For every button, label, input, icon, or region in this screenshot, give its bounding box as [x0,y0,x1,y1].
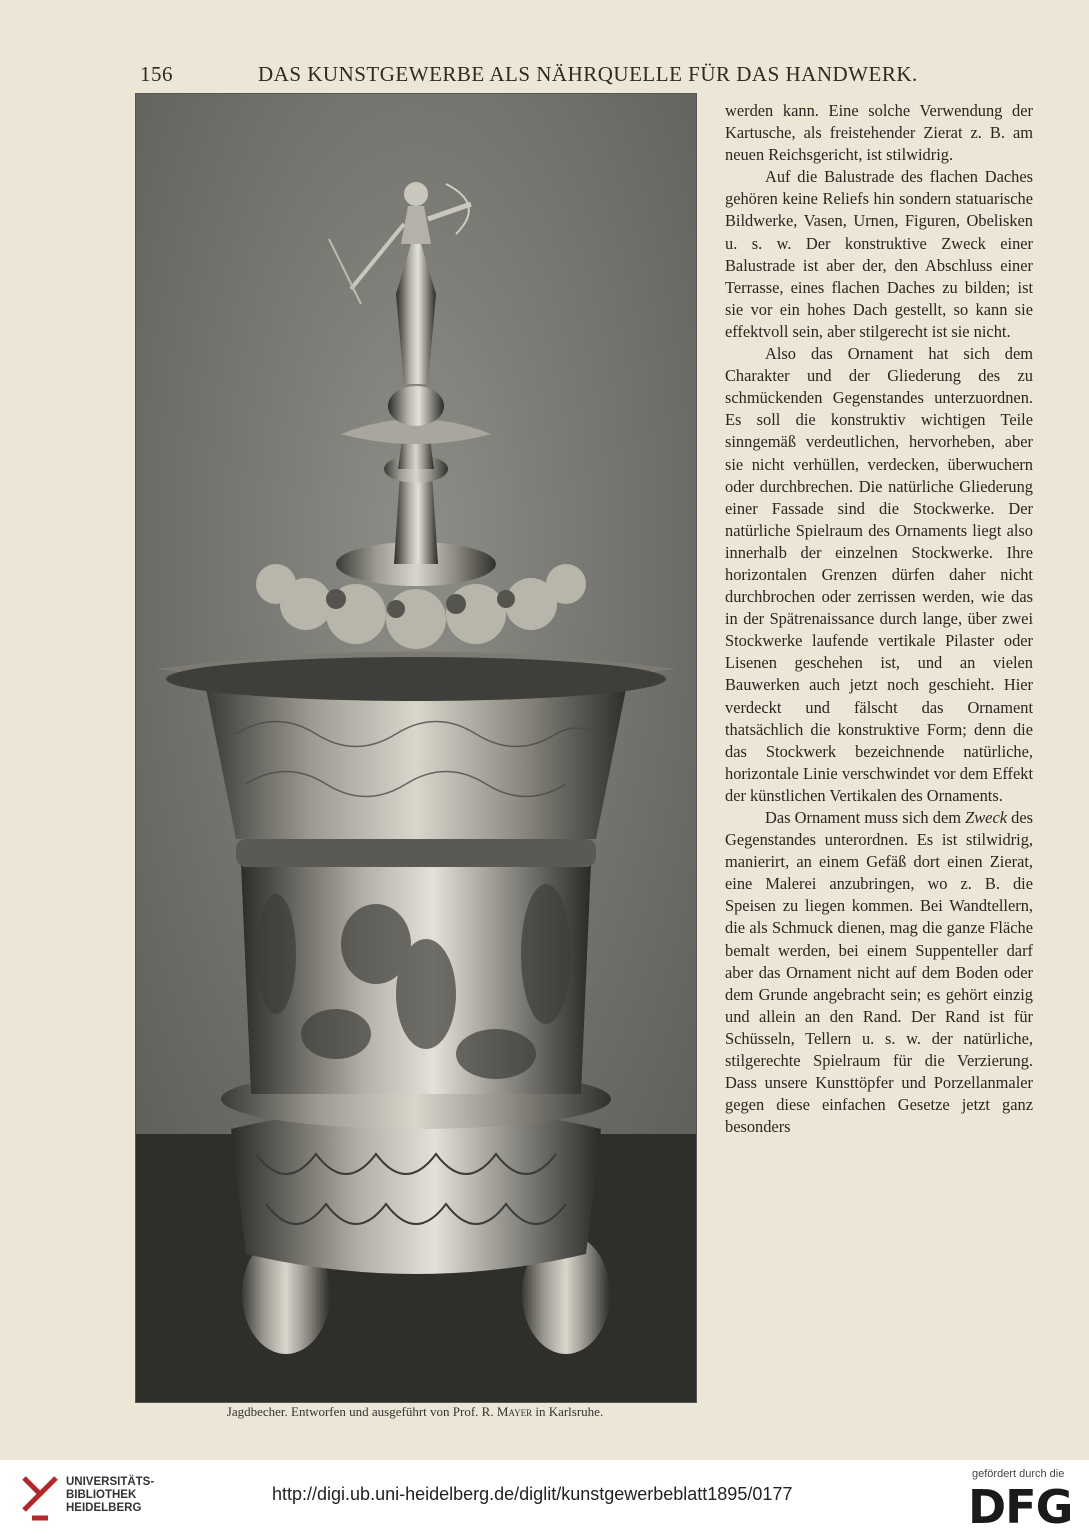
dfg-logo[interactable]: DFG [968,1480,1073,1534]
figure-caption [135,1404,695,1420]
paragraph-2: Auf die Balustrade des flachen Daches gehören keine Reliefs hin sondern statuarische Bildwerke, Vasen, Urnen, Figuren, Obelisken u. s. w. Der konstruktive Zweck einer Balustrade ist aber der, den Abschluss einer Terrasse, eines flachen Daches zu bilden; ist sie vor ein hohes Dach gestellt, so kann sie effektvoll sein, aber stilgerecht ist sie nicht. [725,167,1033,341]
paragraph-4-body: des Gegenstandes unterordnen. Es ist stilwidrig, manierirt, an einem Gefäß dort einen Zierat, eine Malerei anzubringen, wo z. B. die Speisen zu liegen kommen. Bei Wandtellern, die als Schmuck dienen, mag die ganze Fläche bemalt werden, bei einem Suppenteller darf aber das Ornament nicht auf dem Boden oder dem Grunde angebracht sein; es gehört einzig und allein an den Rand. Der Rand ist für Schüsseln, Tellern u. s. w. der natürliche, stilgerechte Spielraum für die Verzierung. Dass unsere Kunsttöpfer und Porzellanmaler gegen diese einfachen Gesetze jetzt ganz besonders [725,808,1034,1137]
paragraph-1: werden kann. Eine solche Verwendung der Kartusche, als freistehender Zierat z. B. am neuen Reichsgericht, ist stilwidrig. [725,101,1033,165]
goblet-photograph [135,93,697,1403]
library-line-1: UNIVERSITÄTS- [66,1476,155,1488]
paragraph-3: Also das Ornament hat sich dem Charakter und der Gliederung des zu schmückenden Gegenstandes unterzuordnen. Es soll die konstruktiv wichtigen Teile sinngemäß verdeutlichen, hervorheben, aber sie nicht verhüllen, verdecken, überwuchern oder durchbrechen. Die natürliche Gliederung einer Fassade sind die Stockwerke. Der natürliche Spielraum des Ornaments liegt also innerhalb der einzelnen Stockwerke. Ihre horizontalen Grenzen dürfen daher nicht durchbrochen oder zerrissen werden, wie das in der Spätrenaissance durch lange, über zwei Stockwerke laufende vertikale Pilaster oder Lisenen geschehen ist, und an vielen Bauwerken auch jetzt noch geschieht. Hier verdeckt und fälscht das Ornament thatsächlich die konstruktive Form; denn die das Stockwerk bezeichnende natürliche, horizontale Linie verschwindet vor dem Effekt der künstlichen Vertikalen des Ornaments. [725,344,1033,805]
running-head [140,62,1040,90]
library-line-3: HEIDELBERG [66,1502,142,1514]
library-line-2: BIBLIOTHEK [66,1489,137,1501]
university-library-logo-icon[interactable] [18,1470,62,1526]
caption-name: Mayer [496,1404,533,1419]
caption-prefix: Jagdbecher. Entworfen und ausgeführt von Prof. R. [226,1404,497,1419]
page-number: 156 [140,62,173,86]
footer-bar [0,1460,1089,1536]
library-name [66,1476,154,1515]
document-url-link[interactable]: http://digi.ub.uni-heidelberg.de/diglit/kunstgewerbeblatt1895/0177 [272,1484,793,1504]
header-title: DAS KUNSTGEWERBE ALS NÄHRQUELLE FÜR DAS HANDWERK. [258,62,918,86]
sponsor-text: gefördert durch die [972,1468,1065,1480]
text-column [725,100,1033,1138]
caption-suffix: in Karlsruhe. [532,1404,604,1419]
paragraph-4-emphasis: Zweck [965,808,1007,827]
paragraph-4 [725,807,1033,1138]
paragraph-4-lead: Das Ornament muss sich dem [765,808,966,827]
